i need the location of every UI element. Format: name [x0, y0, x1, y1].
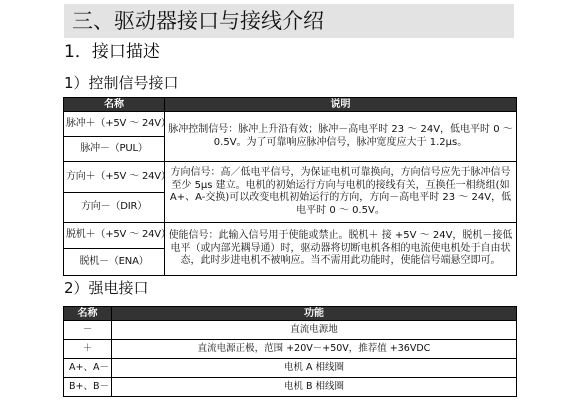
terminal-name: － — [64, 321, 112, 340]
table-row — [64, 340, 517, 359]
table-row — [64, 359, 517, 378]
table-row — [64, 162, 517, 193]
interface-description-heading: 1．接口描述 — [64, 42, 160, 62]
column-header-description: 说明 — [165, 98, 517, 112]
column-header-function: 功能 — [112, 307, 517, 321]
signal-name: 方向＋（+5V ～ 24V） — [64, 162, 165, 193]
signal-description: 方向信号：高／低电平信号，为保证电机可靠换向，方向信号应先于脉冲信号至少 5μs 建立。电机的初始运行方向与电机的接线有关，互换任一相绕组(如A+、A-交换)可以改变电机初始运行的方向，方向－高电平时 23 ～ 24V，低电平时 0 ～ 0.5V。 — [165, 162, 517, 223]
signal-name: 脉冲－（PUL） — [64, 137, 165, 162]
signal-name: 脱机－（ENA） — [64, 249, 165, 276]
signal-description: 脉冲控制信号：脉冲上升沿有效；脉冲－高电平时 23 ～ 24V，低电平时 0 ～ 0.5V。为了可靠响应脉冲信号，脉冲宽度应大于 1.2μs。 — [165, 112, 517, 162]
signal-name: 脱机＋（+5V ～ 24V） — [64, 223, 165, 249]
signal-name: 方向－（DIR） — [64, 193, 165, 223]
signal-name: 脉冲＋（+5V ～ 24V） — [64, 112, 165, 137]
signal-description: 使能信号：此输入信号用于使能或禁止。脱机＋ 接 +5V ～ 24V，脱机－接低电平（或内部光耦导通）时，驱动器将切断电机各相的电流使电机处于自由状态，此时步进电机不被响应。当不需用此功能时，使能信号端悬空即可。 — [165, 223, 517, 276]
table-row — [64, 378, 517, 397]
terminal-name: ＋ — [64, 340, 112, 359]
terminal-function: 电机 B 相线圈 — [112, 378, 517, 397]
table-row — [64, 321, 517, 340]
control-signal-heading: 1）控制信号接口 — [64, 74, 179, 92]
column-header-name: 名称 — [64, 98, 165, 112]
section-title: 三、驱动器接口与接线介绍 — [64, 4, 514, 38]
terminal-function: 直流电源地 — [112, 321, 517, 340]
power-interface-table — [63, 306, 517, 397]
terminal-function: 直流电源正极，范围 +20V－+50V，推荐值 +36VDC — [112, 340, 517, 359]
control-signal-table — [63, 97, 517, 276]
power-interface-heading: 2）强电接口 — [64, 279, 149, 297]
terminal-name: B+、B－ — [64, 378, 112, 397]
table-row — [64, 112, 517, 137]
terminal-name: A+、A－ — [64, 359, 112, 378]
table-row — [64, 223, 517, 249]
column-header-name: 名称 — [64, 307, 112, 321]
terminal-function: 电机 A 相线圈 — [112, 359, 517, 378]
